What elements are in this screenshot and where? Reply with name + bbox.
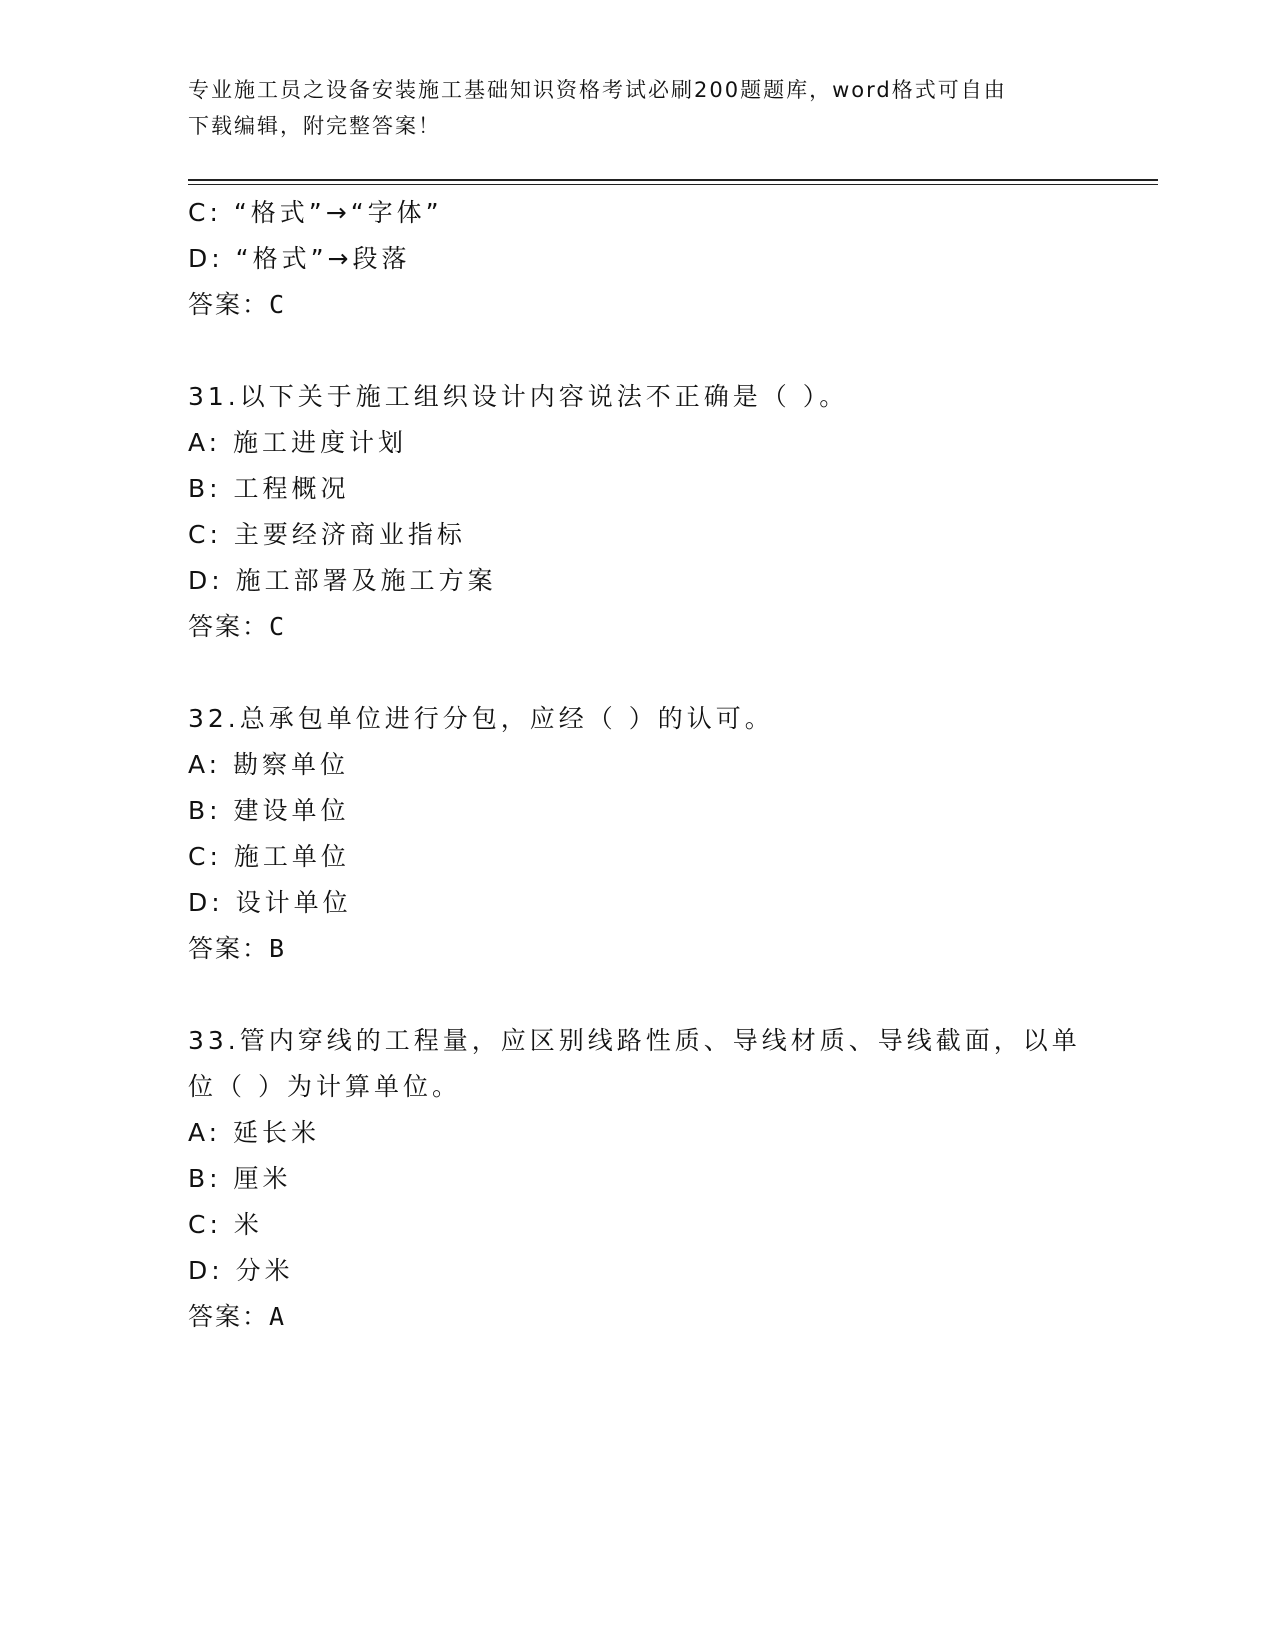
answer-line <box>188 604 1088 650</box>
option-text: “格式”→“字体” <box>233 198 443 227</box>
option-c <box>188 1202 1088 1248</box>
option-text: 施工单位 <box>233 842 350 871</box>
option-a <box>188 1110 1088 1156</box>
spacer <box>188 650 1088 696</box>
option-key: C: <box>188 1210 222 1239</box>
answer-line <box>188 1294 1088 1340</box>
option-c <box>188 512 1088 558</box>
answer-value: C <box>269 290 285 319</box>
option-text: 分米 <box>235 1256 294 1285</box>
option-b <box>188 1156 1088 1202</box>
option-text: “格式”→段落 <box>235 244 411 273</box>
option-a <box>188 420 1088 466</box>
answer-value: A <box>269 1302 285 1331</box>
header-divider-thin <box>188 184 1158 185</box>
answer-line <box>188 926 1088 972</box>
question-list <box>188 190 1088 1340</box>
option-key: D: <box>188 888 224 917</box>
answer-label: 答案： <box>188 612 270 641</box>
option-key: C: <box>188 198 222 227</box>
answer-line <box>188 282 1088 328</box>
header-divider-thick <box>188 179 1158 181</box>
document-header <box>188 72 1088 144</box>
option-text: 勘察单位 <box>233 750 350 779</box>
answer-label: 答案： <box>188 290 270 319</box>
option-key: A: <box>188 1118 222 1147</box>
option-c <box>188 190 1088 236</box>
header-title-line1: 专业施工员之设备安装施工基础知识资格考试必刷200题题库，word格式可自由 <box>188 78 1007 102</box>
option-b <box>188 788 1088 834</box>
option-c <box>188 834 1088 880</box>
option-a <box>188 742 1088 788</box>
option-text: 施工部署及施工方案 <box>235 566 497 595</box>
option-key: C: <box>188 520 222 549</box>
question-32 <box>188 696 1088 972</box>
spacer <box>188 328 1088 374</box>
option-key: D: <box>188 244 224 273</box>
question-stem: 32.总承包单位进行分包，应经（ ）的认可。 <box>188 704 774 733</box>
question-31 <box>188 374 1088 650</box>
option-key: B: <box>188 1164 222 1193</box>
option-d <box>188 1248 1088 1294</box>
option-key: C: <box>188 842 222 871</box>
option-text: 设计单位 <box>235 888 352 917</box>
option-key: B: <box>188 796 222 825</box>
option-key: A: <box>188 428 222 457</box>
option-text: 延长米 <box>233 1118 321 1147</box>
option-d <box>188 558 1088 604</box>
question-stem-line2: 位（ ）为计算单位。 <box>188 1072 461 1101</box>
option-text: 厘米 <box>233 1164 292 1193</box>
spacer <box>188 972 1088 1018</box>
header-title-line2: 下载编辑，附完整答案！ <box>188 114 441 138</box>
answer-value: B <box>269 934 285 963</box>
option-text: 主要经济商业指标 <box>233 520 466 549</box>
option-key: D: <box>188 1256 224 1285</box>
option-text: 工程概况 <box>233 474 350 503</box>
option-key: A: <box>188 750 222 779</box>
option-text: 米 <box>233 1210 263 1239</box>
option-b <box>188 466 1088 512</box>
option-text: 建设单位 <box>233 796 350 825</box>
option-d <box>188 880 1088 926</box>
question-33 <box>188 1018 1088 1340</box>
question-stem: 31.以下关于施工组织设计内容说法不正确是（ ）。 <box>188 382 849 411</box>
option-text: 施工进度计划 <box>233 428 408 457</box>
option-key: B: <box>188 474 222 503</box>
prev-question <box>188 190 1088 328</box>
answer-label: 答案： <box>188 934 270 963</box>
answer-value: C <box>269 612 285 641</box>
question-stem-line1: 33.管内穿线的工程量，应区别线路性质、导线材质、导线截面，以单 <box>188 1026 1081 1055</box>
answer-label: 答案： <box>188 1302 270 1331</box>
option-d <box>188 236 1088 282</box>
option-key: D: <box>188 566 224 595</box>
